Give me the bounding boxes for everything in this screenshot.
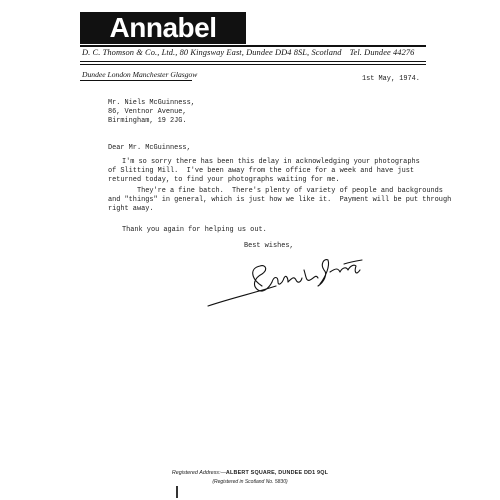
scan-mark [176,486,178,498]
registration-number: (Registered in Scotland No. 5830) [212,479,288,485]
header-rule-bottom [80,80,192,81]
letterhead-address [82,48,414,57]
paragraph-line: They're a fine batch. There's plenty of variety of people and backgrounds [108,187,443,195]
paragraph-1 [108,158,420,185]
header-rule-middle [80,61,426,62]
recipient-address [108,99,195,126]
salutation: Dear Mr. McGuinness, [108,144,191,152]
recipient-city: Birmingham, 19 2JG. [108,117,187,125]
paragraph-line: returned today, to find your photographs waiting for me. [108,176,340,184]
closing: Best wishes, [244,242,294,250]
letter-date: 1st May, 1974. [362,75,420,83]
annabel-logo [80,12,246,44]
header-rule-top [80,45,426,47]
recipient-name: Mr. Niels McGuinness, [108,99,195,107]
recipient-street: 86, Ventnor Avenue, [108,108,187,116]
paragraph-line: of Slitting Mill. I've been away from the office for a week and have just [108,167,414,175]
paragraph-line: and "things" in general, which is just how we like it. Payment will be put through [108,196,452,204]
company-address: D. C. Thomson & Co., Ltd., 80 Kingsway East, Dundee DD4 8SL, Scotland [82,48,342,57]
paragraph-line: I'm so sorry there has been this delay in acknowledging your photographs [122,158,420,166]
handwritten-signature [206,248,366,320]
registered-address [0,470,500,476]
registered-address-label: Registered Address:— [171,470,226,476]
paragraph-line: right away. [108,205,154,213]
header-rule-middle-2 [80,64,426,65]
branch-cities: Dundee London Manchester Glasgow [82,70,198,79]
brand-name: Annabel [109,12,217,43]
registered-address-value: ALBERT SQUARE, DUNDEE DD1 9QL [225,470,329,476]
paragraph-3: Thank you again for helping us out. [122,226,267,234]
company-telephone: Tel. Dundee 44276 [349,48,415,57]
paragraph-2 [108,187,451,214]
